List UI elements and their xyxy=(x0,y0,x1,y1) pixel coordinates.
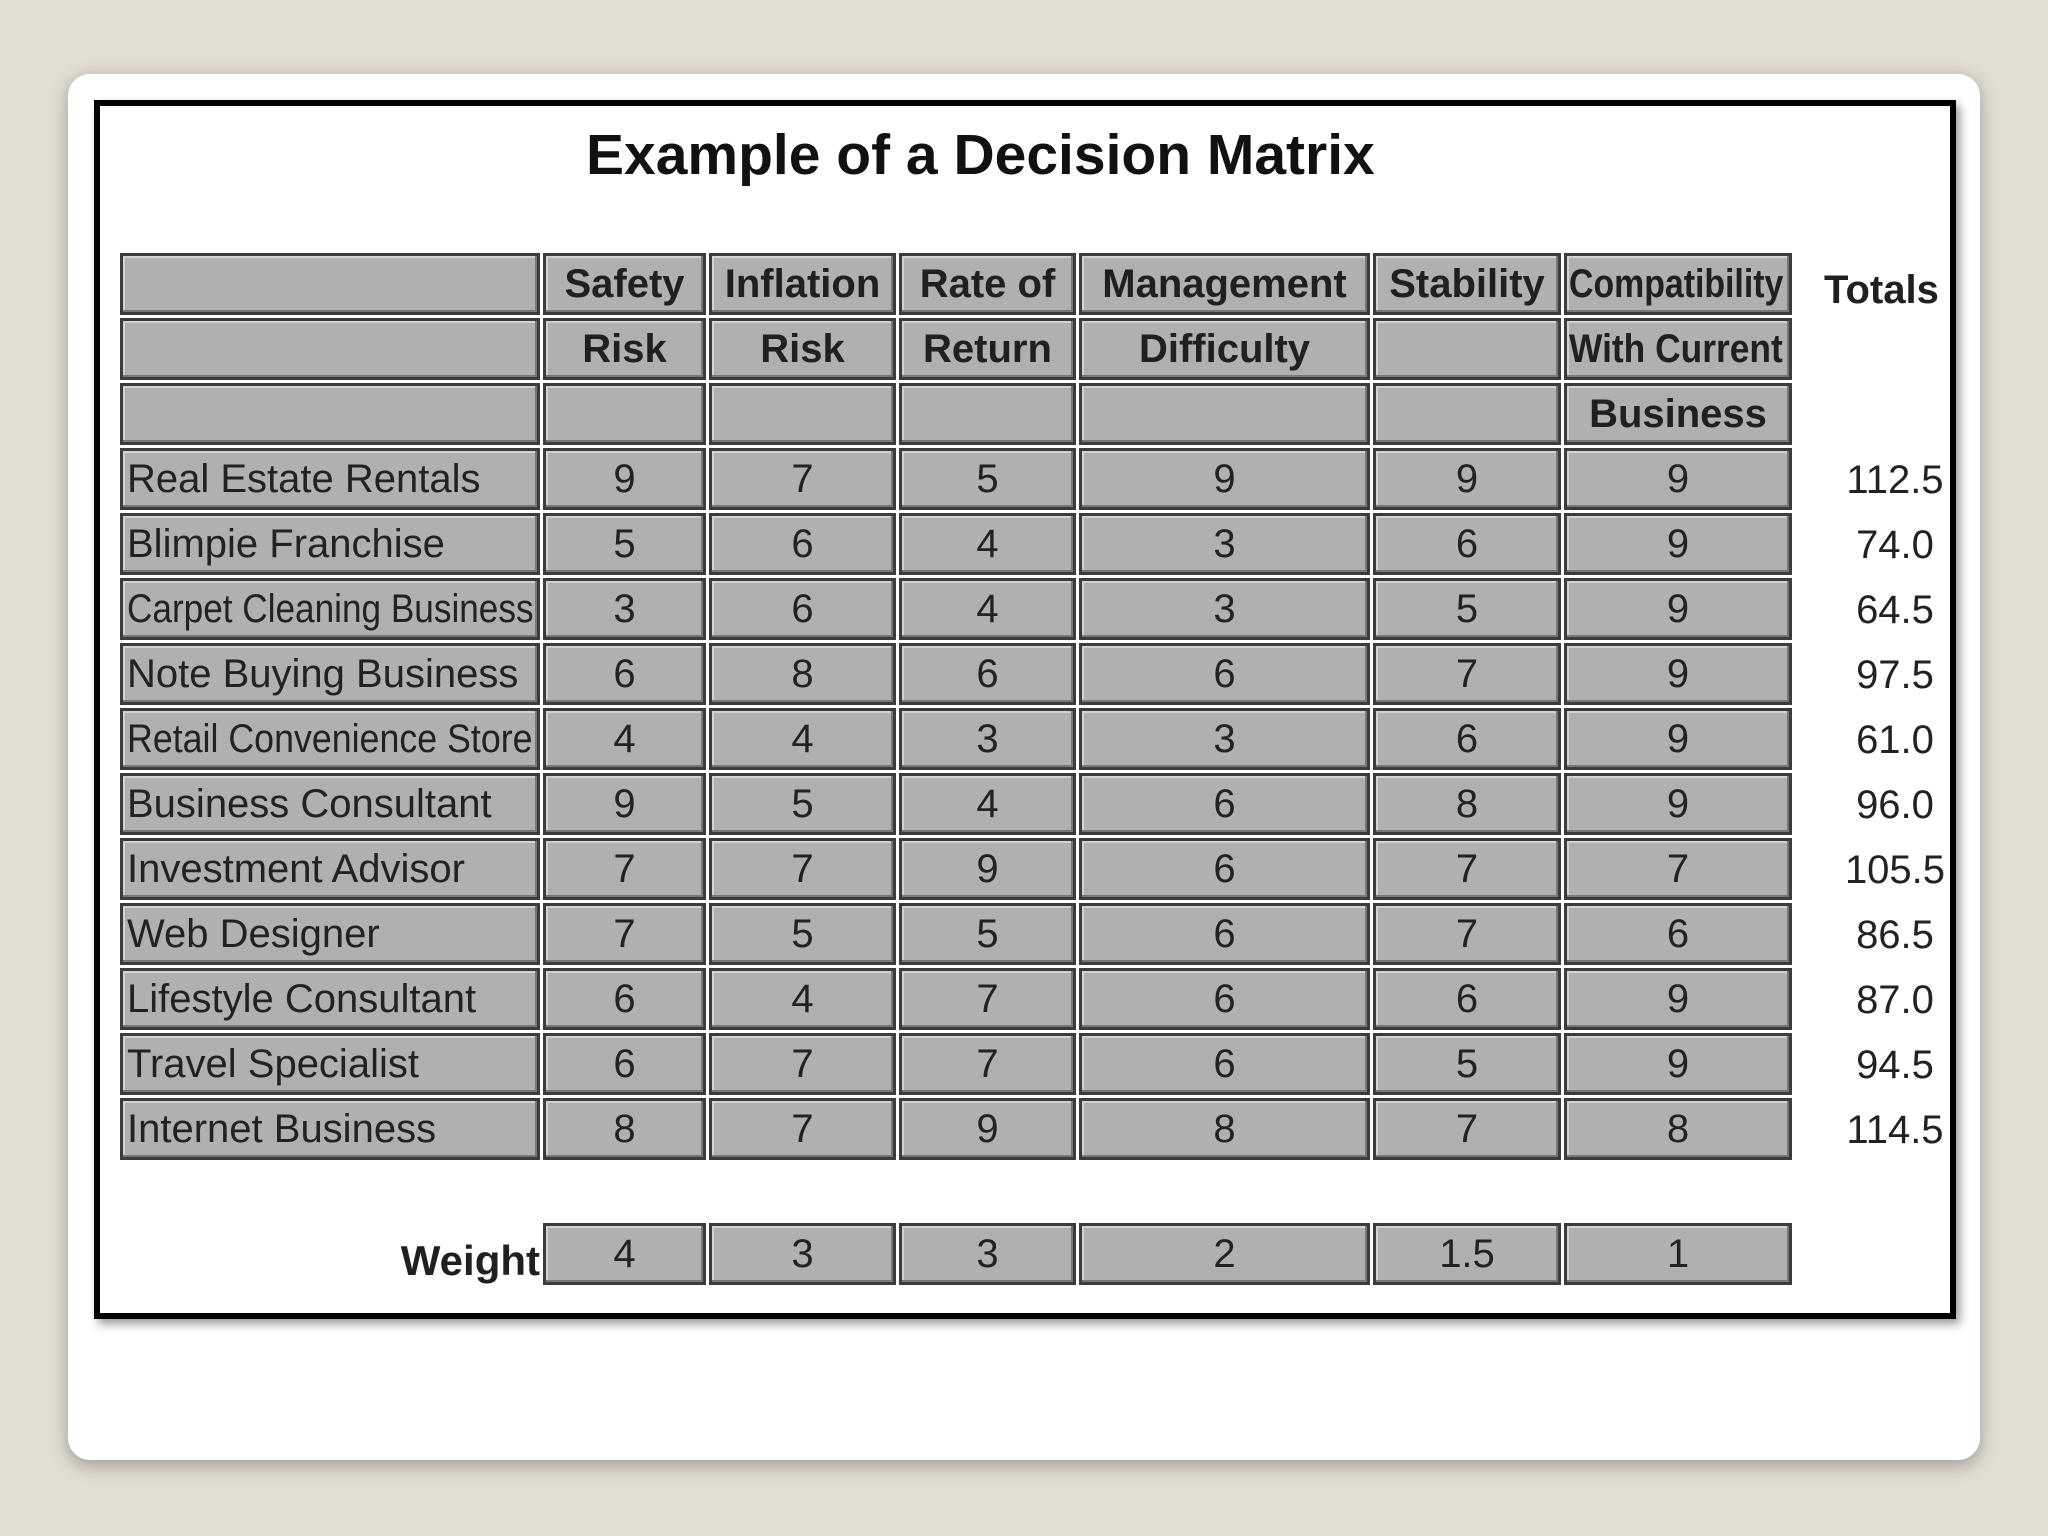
column-header-cell xyxy=(1373,318,1561,380)
row-total: 105.5 xyxy=(1844,848,1946,892)
score-cell: 5 xyxy=(1373,1033,1561,1095)
score-cell: 9 xyxy=(1564,773,1792,835)
score-cell: 7 xyxy=(899,968,1076,1030)
column-header-cell: Business xyxy=(1564,383,1792,445)
score-cell: 7 xyxy=(709,838,896,900)
weight-cell: 1 xyxy=(1564,1223,1792,1285)
score-cell: 6 xyxy=(899,643,1076,705)
score-cell: 7 xyxy=(709,1033,896,1095)
row-label: Web Designer xyxy=(120,903,540,965)
column-header-cell: Risk xyxy=(543,318,706,380)
column-header-cell: Stability xyxy=(1373,253,1561,315)
score-cell: 5 xyxy=(899,903,1076,965)
row-label: Business Consultant xyxy=(120,773,540,835)
score-cell: 6 xyxy=(1373,708,1561,770)
row-total: 74.0 xyxy=(1856,523,1934,567)
score-cell: 6 xyxy=(709,578,896,640)
score-cell: 7 xyxy=(1373,838,1561,900)
row-label: Carpet Cleaning Business xyxy=(120,578,540,640)
score-cell: 6 xyxy=(1373,968,1561,1030)
column-header-cell xyxy=(709,383,896,445)
score-cell: 6 xyxy=(1079,773,1370,835)
score-cell: 4 xyxy=(899,513,1076,575)
score-cell: 4 xyxy=(709,968,896,1030)
column-header-cell: Compatibility xyxy=(1564,253,1792,315)
score-cell: 5 xyxy=(899,448,1076,510)
totals-header: Totals xyxy=(1824,268,1939,312)
row-label: Note Buying Business xyxy=(120,643,540,705)
row-total: 64.5 xyxy=(1856,588,1934,632)
score-cell: 6 xyxy=(543,643,706,705)
score-cell: 6 xyxy=(1373,513,1561,575)
column-header-cell xyxy=(1079,383,1370,445)
score-cell: 9 xyxy=(1564,708,1792,770)
score-cell: 5 xyxy=(709,773,896,835)
score-cell: 4 xyxy=(899,773,1076,835)
score-cell: 5 xyxy=(709,903,896,965)
row-label: Real Estate Rentals xyxy=(120,448,540,510)
score-cell: 7 xyxy=(1373,1098,1561,1160)
score-cell: 9 xyxy=(1079,448,1370,510)
weight-cell: 1.5 xyxy=(1373,1223,1561,1285)
weight-label: Weight xyxy=(400,1237,540,1284)
score-cell: 9 xyxy=(1564,513,1792,575)
score-cell: 3 xyxy=(543,578,706,640)
score-cell: 7 xyxy=(1373,643,1561,705)
score-cell: 7 xyxy=(709,1098,896,1160)
column-header-cell xyxy=(1373,383,1561,445)
row-total: 112.5 xyxy=(1846,458,1944,502)
row-label: Lifestyle Consultant xyxy=(120,968,540,1030)
score-cell: 7 xyxy=(1373,903,1561,965)
score-cell: 9 xyxy=(899,1098,1076,1160)
header-corner-cell xyxy=(120,253,540,315)
score-cell: 7 xyxy=(899,1033,1076,1095)
column-header-cell xyxy=(899,383,1076,445)
row-total: 96.0 xyxy=(1856,783,1934,827)
score-cell: 6 xyxy=(1079,1033,1370,1095)
score-cell: 4 xyxy=(709,708,896,770)
score-cell: 7 xyxy=(709,448,896,510)
score-cell: 8 xyxy=(543,1098,706,1160)
score-cell: 7 xyxy=(1564,838,1792,900)
score-cell: 6 xyxy=(1079,903,1370,965)
score-cell: 6 xyxy=(1079,643,1370,705)
column-header-cell: Rate of xyxy=(899,253,1076,315)
score-cell: 6 xyxy=(1079,968,1370,1030)
score-cell: 9 xyxy=(899,838,1076,900)
score-cell: 9 xyxy=(543,773,706,835)
score-cell: 3 xyxy=(1079,513,1370,575)
score-cell: 9 xyxy=(1564,968,1792,1030)
score-cell: 4 xyxy=(543,708,706,770)
column-header-cell: Management xyxy=(1079,253,1370,315)
score-cell: 6 xyxy=(543,968,706,1030)
weight-cell: 2 xyxy=(1079,1223,1370,1285)
score-cell: 8 xyxy=(1079,1098,1370,1160)
score-cell: 6 xyxy=(543,1033,706,1095)
score-cell: 7 xyxy=(543,903,706,965)
score-cell: 8 xyxy=(1564,1098,1792,1160)
row-total: 61.0 xyxy=(1856,718,1934,762)
column-header-cell: Risk xyxy=(709,318,896,380)
row-total: 86.5 xyxy=(1856,913,1934,957)
score-cell: 6 xyxy=(1079,838,1370,900)
weight-cell: 4 xyxy=(543,1223,706,1285)
score-cell: 9 xyxy=(1564,643,1792,705)
score-cell: 4 xyxy=(899,578,1076,640)
weight-cell: 3 xyxy=(709,1223,896,1285)
score-cell: 5 xyxy=(543,513,706,575)
column-header-cell: With Current xyxy=(1564,318,1792,380)
row-total: 97.5 xyxy=(1856,653,1934,697)
row-label: Investment Advisor xyxy=(120,838,540,900)
score-cell: 9 xyxy=(543,448,706,510)
score-cell: 8 xyxy=(709,643,896,705)
score-cell: 6 xyxy=(709,513,896,575)
score-cell: 9 xyxy=(1564,448,1792,510)
score-cell: 9 xyxy=(1564,578,1792,640)
row-label: Internet Business xyxy=(120,1098,540,1160)
row-total: 114.5 xyxy=(1846,1108,1944,1152)
score-cell: 9 xyxy=(1564,1033,1792,1095)
header-corner-cell xyxy=(120,383,540,445)
column-header-cell: Inflation xyxy=(709,253,896,315)
row-label: Travel Specialist xyxy=(120,1033,540,1095)
score-cell: 9 xyxy=(1373,448,1561,510)
score-cell: 7 xyxy=(543,838,706,900)
score-cell: 3 xyxy=(899,708,1076,770)
row-total: 87.0 xyxy=(1856,978,1934,1022)
score-cell: 5 xyxy=(1373,578,1561,640)
column-header-cell xyxy=(543,383,706,445)
column-header-cell: Safety xyxy=(543,253,706,315)
score-cell: 6 xyxy=(1564,903,1792,965)
score-cell: 3 xyxy=(1079,578,1370,640)
row-label: Retail Convenience Store xyxy=(120,708,540,770)
header-corner-cell xyxy=(120,318,540,380)
row-label: Blimpie Franchise xyxy=(120,513,540,575)
weight-cell: 3 xyxy=(899,1223,1076,1285)
page-title: Example of a Decision Matrix xyxy=(586,123,1375,187)
column-header-cell: Return xyxy=(899,318,1076,380)
row-total: 94.5 xyxy=(1856,1043,1934,1087)
score-cell: 8 xyxy=(1373,773,1561,835)
score-cell: 3 xyxy=(1079,708,1370,770)
column-header-cell: Difficulty xyxy=(1079,318,1370,380)
